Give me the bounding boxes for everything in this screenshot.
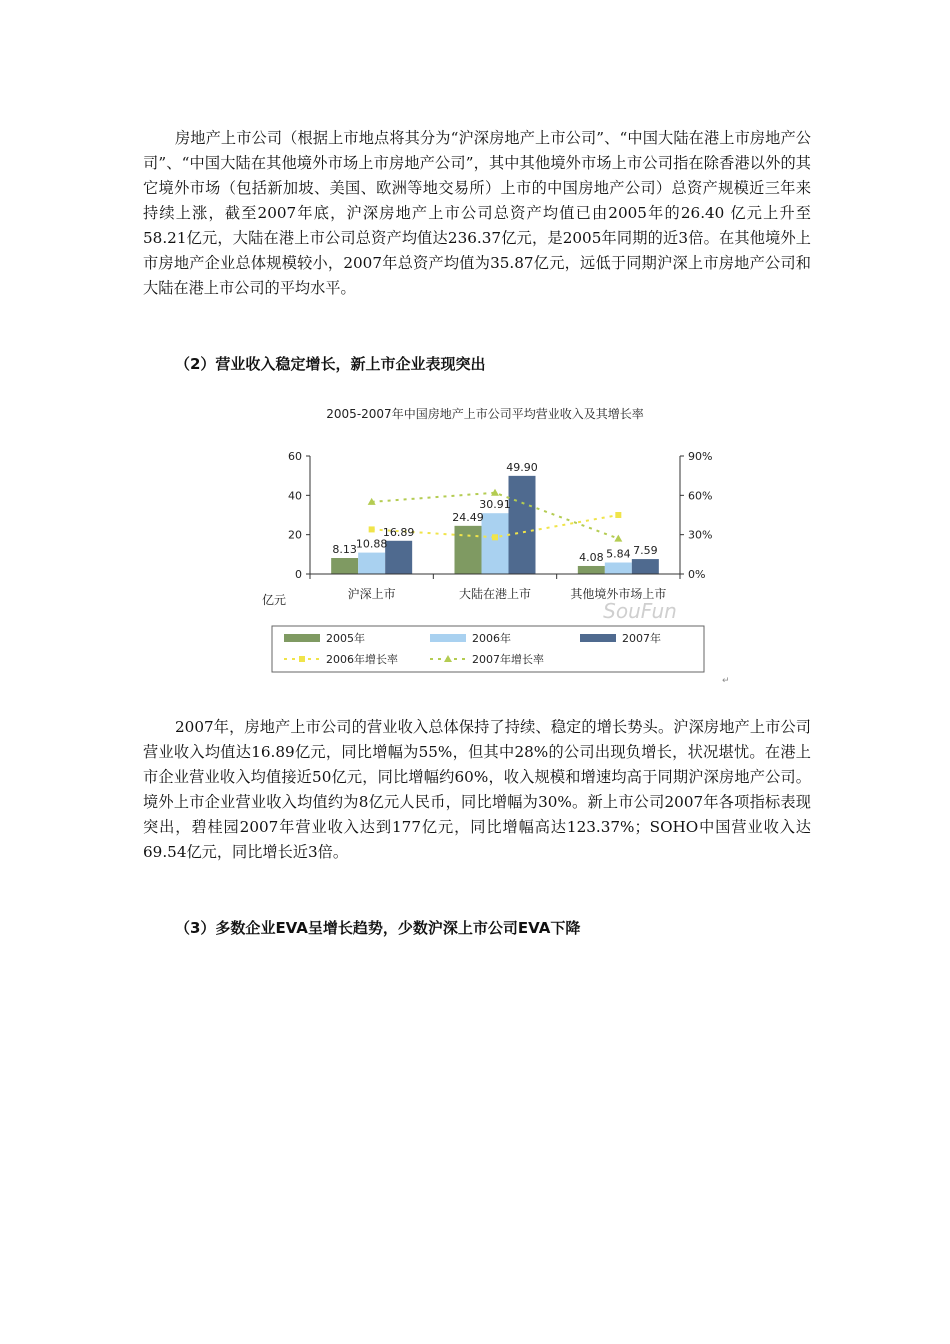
y-tick-label: 40 [288,489,302,503]
legend-label: 2007年增长率 [472,653,544,666]
bar [509,476,536,574]
bar [385,541,412,574]
bar [578,566,605,574]
section-heading-revenue: （2）营业收入稳定增长，新上市企业表现突出 [175,355,486,373]
bar [331,558,358,574]
data-label: 16.89 [382,525,415,539]
y-tick-label: 20 [288,528,302,542]
growth-point [614,535,622,542]
y-tick-label: 60 [288,450,302,463]
data-label: 4.08 [579,550,604,564]
data-label: 30.91 [479,498,511,512]
bar [605,563,632,574]
x-tick-label: 沪深上市 [347,587,396,601]
paragraph-total-assets: 房地产上市公司（根据上市地点将其分为“沪深房地产上市公司”、“中国大陆在港上市房地产公司”、“中国大陆在其他境外市场上市房地产公司”，其中其他境外市场上市公司指在除香港以外的其它境外市场（包括新加坡、美国、欧洲等地交易所）上市的中国房地产公司）总资产规模近三年来持续上涨，截至2007年底，沪深房地产上市公司总资产均值已由2005年的26.40 亿元上升至58.21亿元，大陆在港上市公司总资产均值达236.37亿元，是2005年同期的近3倍。在其他境外上市房地产企业总体规模较小，2007年总资产均值为35.87亿元，远低于同期沪深上市房地产公司和大陆在港上市公司的平均水平。 [143,129,811,297]
growth-point [369,526,375,532]
legend-swatch [580,634,616,642]
legend-swatch [430,634,466,642]
legend-label: 2005年 [326,632,365,645]
data-label: 7.59 [633,544,658,558]
x-tick-label: 其他境外市场上市 [570,587,667,601]
data-label: 24.49 [452,510,484,524]
revenue-chart [250,396,720,676]
y2-tick-label: 90% [688,450,713,463]
growth-point [615,512,621,518]
chart-title: 2005-2007年中国房地产上市公司平均营业收入及其增长率 [326,407,644,421]
data-label: 10.88 [355,537,388,551]
data-label: 5.84 [606,547,631,561]
y-tick-label: 0 [295,568,302,581]
bar [632,559,659,574]
legend-swatch [284,634,320,642]
x-tick-label: 大陆在港上市 [458,587,532,601]
y2-tick-label: 60% [688,489,713,503]
section-heading-eva: （3）多数企业EVA呈增长趋势，少数沪深上市公司EVA下降 [175,919,581,937]
data-label: 8.13 [332,543,357,557]
y-axis-label: 亿元 [261,593,287,607]
y2-tick-label: 0% [688,568,706,581]
growth-point [492,534,498,540]
legend-label: 2006年增长率 [326,653,398,666]
paragraph-revenue: 2007年，房地产上市公司的营业收入总体保持了持续、稳定的增长势头。沪深房地产上市公司营业收入均值达16.89亿元，同比增幅为55%，但其中28%的公司出现负增长，状况堪忧。在港上市企业营业收入均值接近50亿元，同比增幅约60%，收入规模和增速均高于同期沪深房地产公司。境外上市企业营业收入均值约为8亿元人民币，同比增幅为30%。新上市公司2007年各项指标表现突出，碧桂园2007年营业收入达到177亿元，同比增幅高达123.37%；SOHO中国营业收入达69.54亿元，同比增长近3倍。 [143,718,811,861]
legend-label: 2006年 [472,632,511,645]
legend-label: 2007年 [622,632,661,645]
bar [482,513,509,574]
bar [358,553,385,574]
legend-marker [299,656,305,662]
data-label: 49.90 [506,460,538,474]
watermark: SouFun [603,599,677,623]
bar [455,526,482,574]
paragraph-mark: ↵ [722,676,730,686]
y2-tick-label: 30% [688,528,713,542]
